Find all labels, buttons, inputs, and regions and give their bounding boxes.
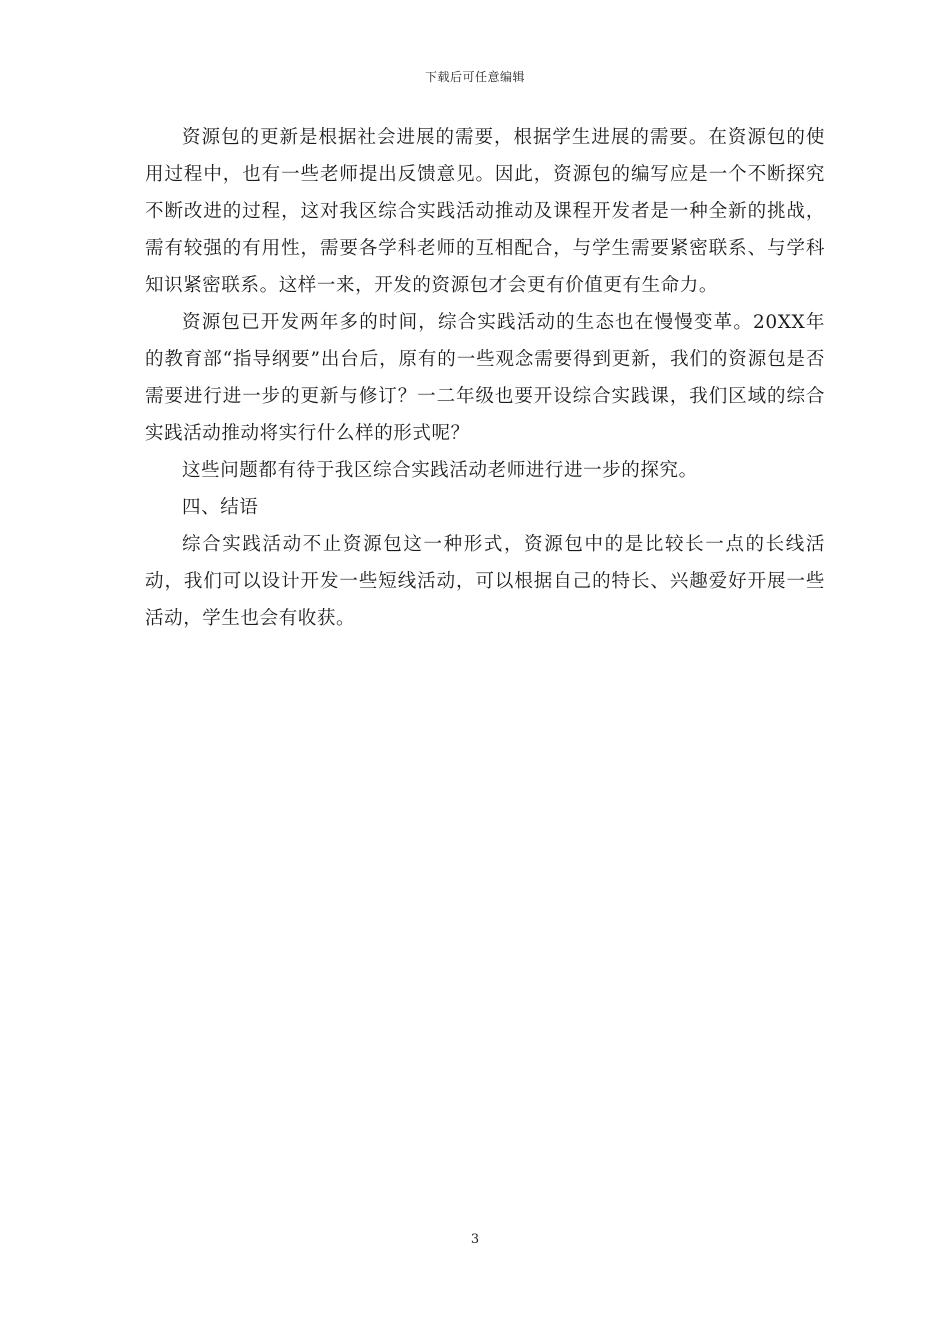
header-note: 下载后可任意编辑 [424, 70, 525, 84]
paragraph-conclusion: 综合实践活动不止资源包这一种形式，资源包中的是比较长一点的长线活动，我们可以设计开发一些短线活动，可以根据自己的特长、兴趣爱好开展一些活动，学生也会有收获。 [145, 534, 825, 629]
paragraph-resource-update: 资源包的更新是根据社会进展的需要，根据学生进展的需要。在资源包的使用过程中，也有一些老师提出反馈意见。因此，资源包的编写应是一个不断探究不断改进的过程，这对我区综合实践活动推动及课程开发者是一种全新的挑战，需有较强的有用性，需要各学科老师的互相配合，与学生需要紧密联系、与学科知识紧密联系。这样一来，开发的资源包才会更有价值更有生命力。 [145, 127, 825, 296]
document-body [145, 119, 825, 637]
paragraph-resource-development: 资源包已开发两年多的时间，综合实践活动的生态也在慢慢变革。20XX年的教育部“指导纲要”出台后，原有的一些观念需要得到更新，我们的资源包是否需要进行进一步的更新与修订？一二年级也要开设综合实践课，我们区域的综合实践活动推动将实行什么样的形式呢？ [145, 312, 825, 444]
page-number: 3 [470, 1232, 480, 1247]
paragraph-further-research: 这些问题都有待于我区综合实践活动老师进行进一步的探究。 [182, 460, 698, 481]
section-heading-conclusion: 四、结语 [182, 497, 259, 518]
